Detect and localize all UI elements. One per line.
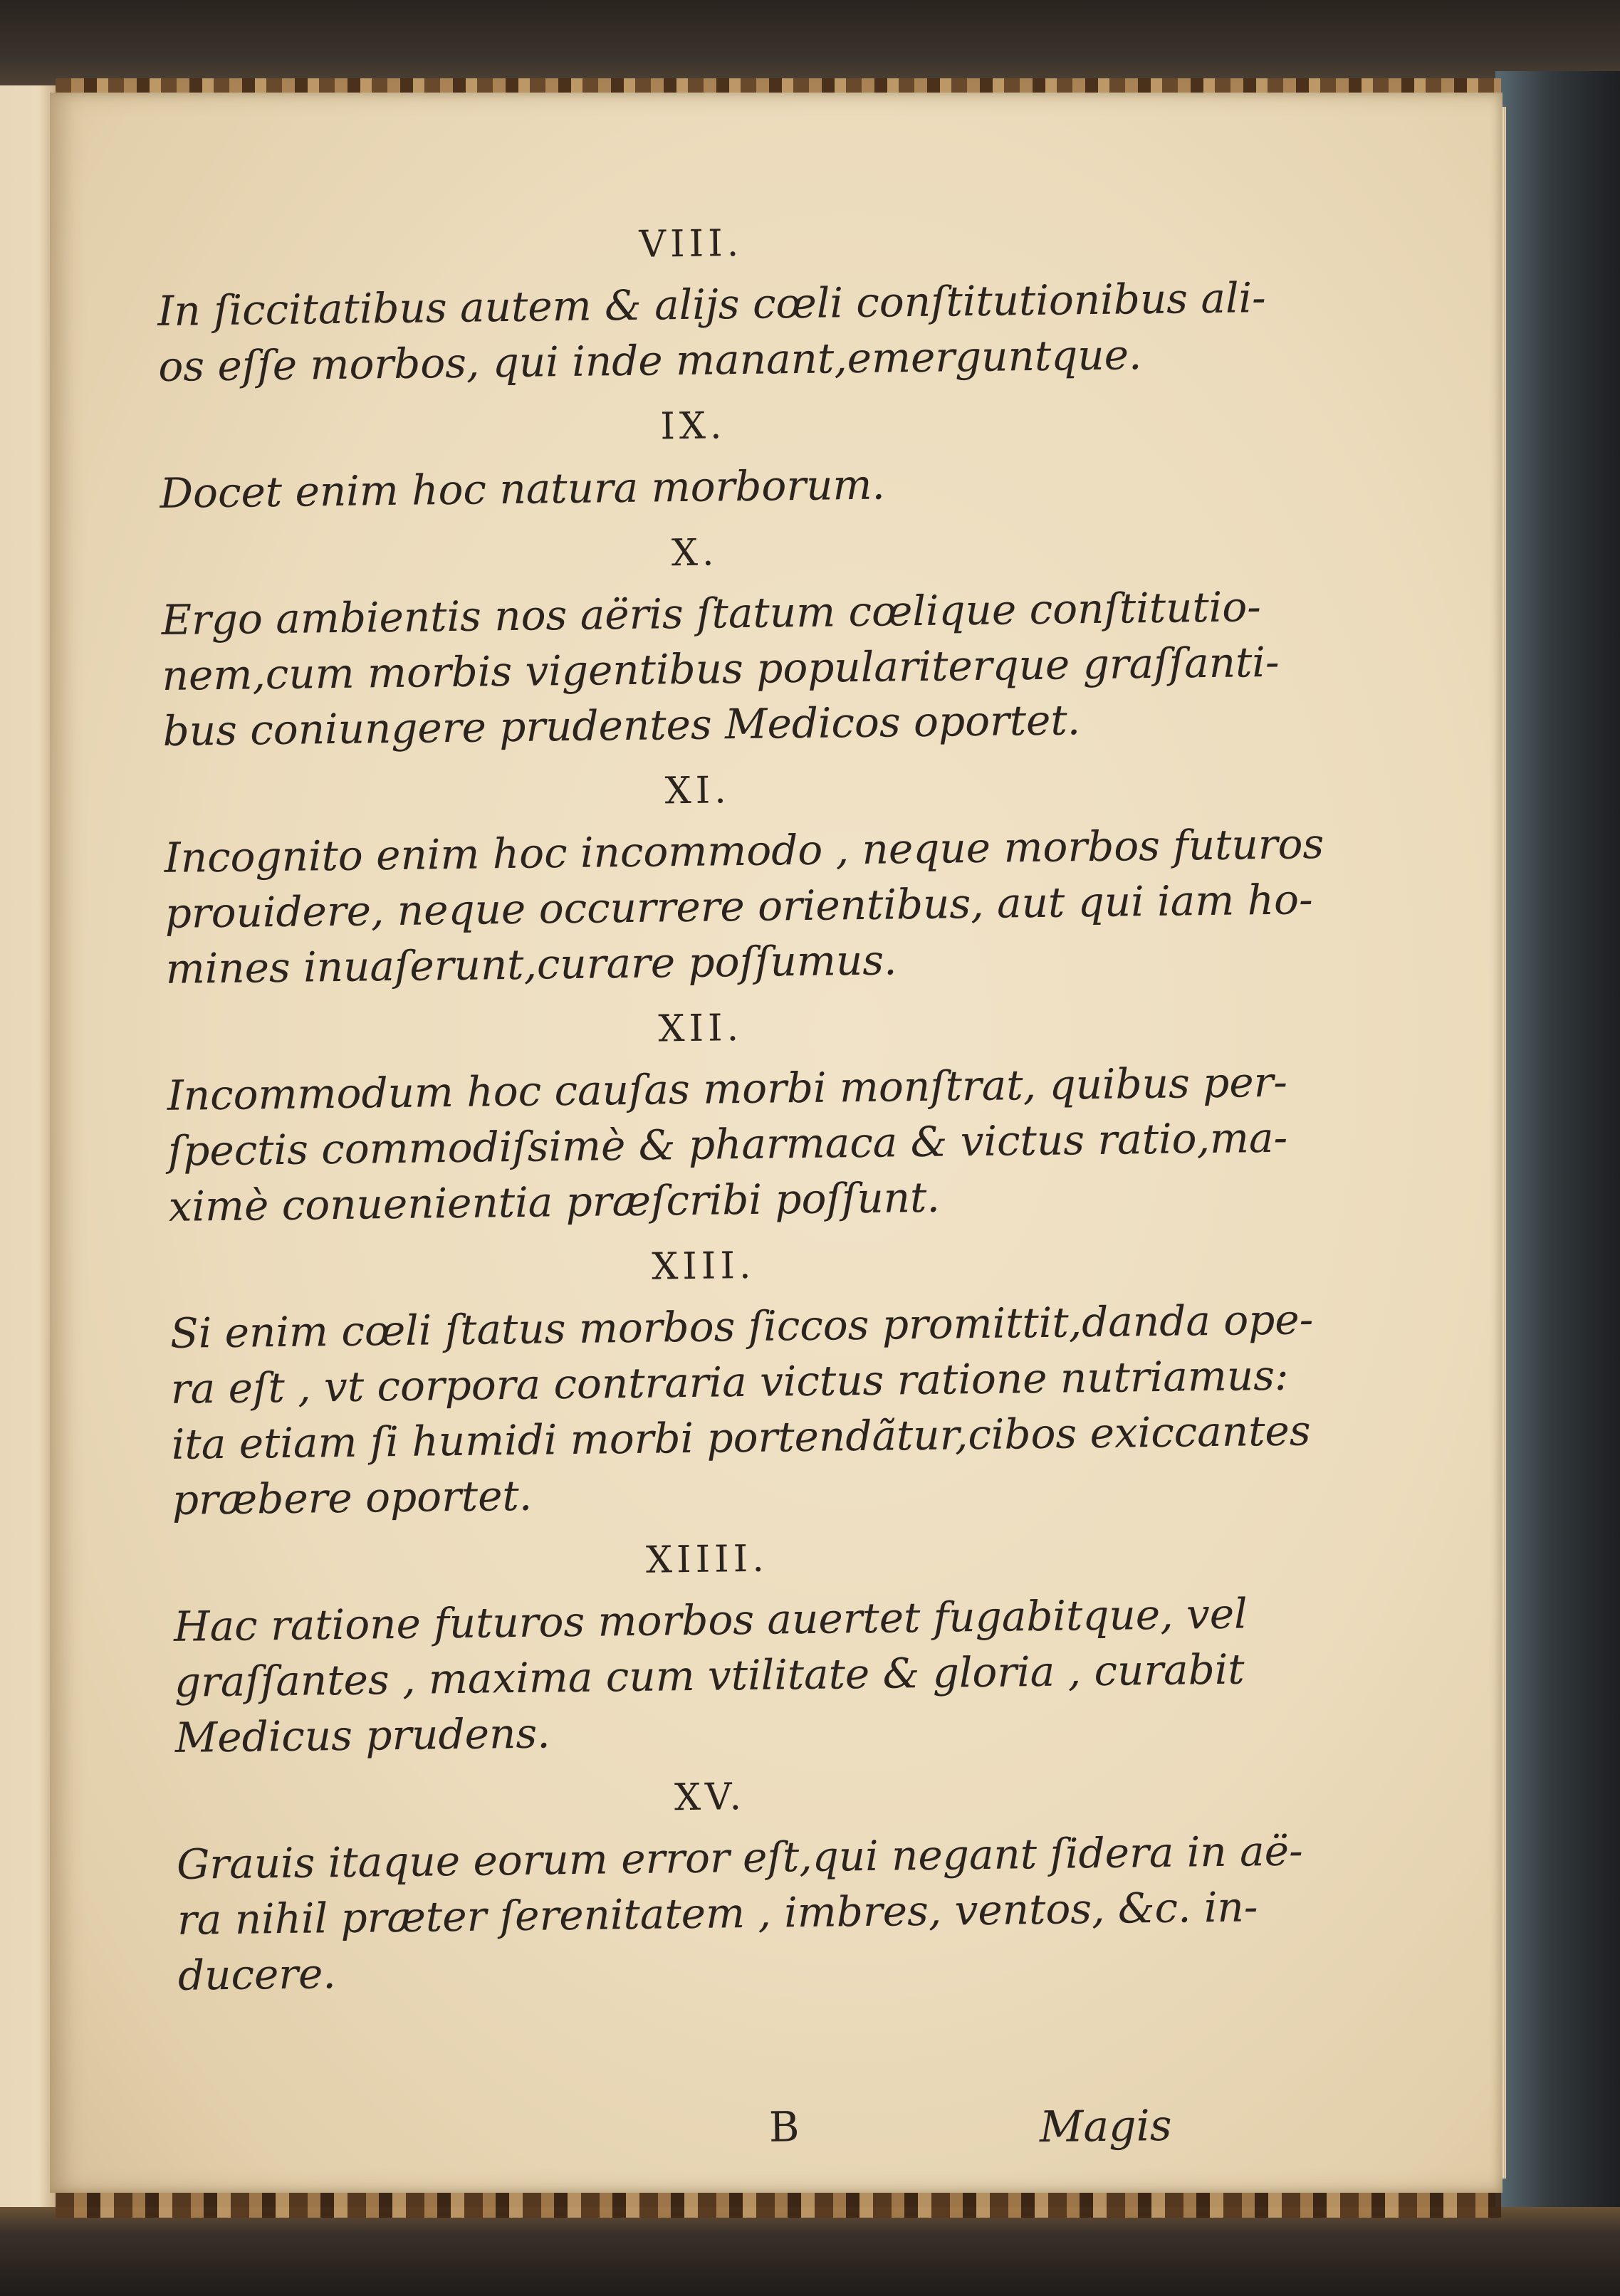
text-line: Hac ratione futuros morbos auertet fugabitque, vel bbox=[173, 1589, 1248, 1651]
text-line: Si enim cœli ſtatus morbos ſiccos promittit,danda ope- bbox=[169, 1295, 1314, 1358]
section-numeral: XIIII. bbox=[645, 1537, 769, 1582]
text-line: Medicus prudens. bbox=[174, 1709, 550, 1762]
section-numeral: X. bbox=[671, 531, 718, 575]
text-line: prouidere, neque occurrere orientibus, aut qui iam ho- bbox=[164, 875, 1313, 938]
section-numeral: XII. bbox=[658, 1007, 743, 1051]
text-line: mines inuaſerunt,curare poſſumus. bbox=[165, 935, 897, 993]
book-cover-right bbox=[1495, 71, 1620, 2243]
catchword: Magis bbox=[1039, 2100, 1172, 2153]
text-line: Grauis itaque eorum error eſt,qui negant ſidera in aë- bbox=[176, 1826, 1303, 1889]
section-numeral: XI. bbox=[664, 769, 731, 813]
text-line: bus coniungere prudentes Medicos oportet. bbox=[162, 696, 1081, 755]
text-line: os eſſe morbos, qui inde manant,emerguntque. bbox=[157, 330, 1142, 391]
aphorism-section bbox=[160, 524, 1280, 759]
aphorism-section bbox=[169, 1237, 1314, 1528]
text-line: Docet enim hoc natura morborum. bbox=[160, 460, 886, 518]
text-line: ximè conuenientia præſcribi poſſunt. bbox=[168, 1173, 941, 1231]
text-line: In ſiccitatibus autem & alijs cœli conſtitutionibus ali- bbox=[157, 273, 1267, 335]
signature-mark: B bbox=[768, 2102, 800, 2151]
text-line: ſpectis commodiſsimè & pharmaca & victus ratio,ma- bbox=[167, 1113, 1288, 1175]
facing-page-edge bbox=[0, 85, 56, 2207]
text-line: ra eſt , vt corpora contraria victus ratione nutriamus: bbox=[170, 1351, 1289, 1413]
section-numeral: XIII. bbox=[651, 1244, 756, 1289]
aphorism-section bbox=[163, 762, 1324, 997]
book-cover-bottom bbox=[0, 2207, 1620, 2296]
text-line: graſſantes , maxima cum vtilitate & gloria , curabit bbox=[174, 1645, 1245, 1707]
text-line: Incommodum hoc cauſas morbi monſtrat, quibus per- bbox=[167, 1057, 1288, 1120]
text-line: ra nihil præter ſerenitatem , imbres, ventos, &c. in- bbox=[177, 1882, 1258, 1944]
page-body-text bbox=[157, 215, 1324, 2019]
aphorism-section bbox=[166, 1000, 1288, 1235]
text-line: Incognito enim hoc incommodo , neque morbos futuros bbox=[164, 819, 1324, 882]
section-numeral: XV. bbox=[674, 1776, 746, 1820]
text-line: Ergo ambientis nos aëris ſtatum cœlique conſtitutio- bbox=[161, 582, 1262, 644]
aphorism-section bbox=[173, 1531, 1248, 1766]
aphorism-section bbox=[176, 1768, 1303, 2003]
aphorism-section bbox=[159, 397, 1228, 521]
aphorism-section bbox=[157, 215, 1267, 394]
text-line: nem,cum morbis vigentibus populariterque graſſanti- bbox=[162, 637, 1280, 700]
section-numeral: IX. bbox=[660, 404, 726, 449]
section-numeral: VIII. bbox=[639, 221, 743, 266]
text-line: ducere. bbox=[177, 1949, 337, 2000]
page-footer bbox=[768, 2097, 1211, 2167]
text-line: ita etiam ſi humidi morbi portendãtur,cibos exiccantes bbox=[171, 1406, 1311, 1469]
text-line: præbere oportet. bbox=[172, 1471, 533, 1524]
